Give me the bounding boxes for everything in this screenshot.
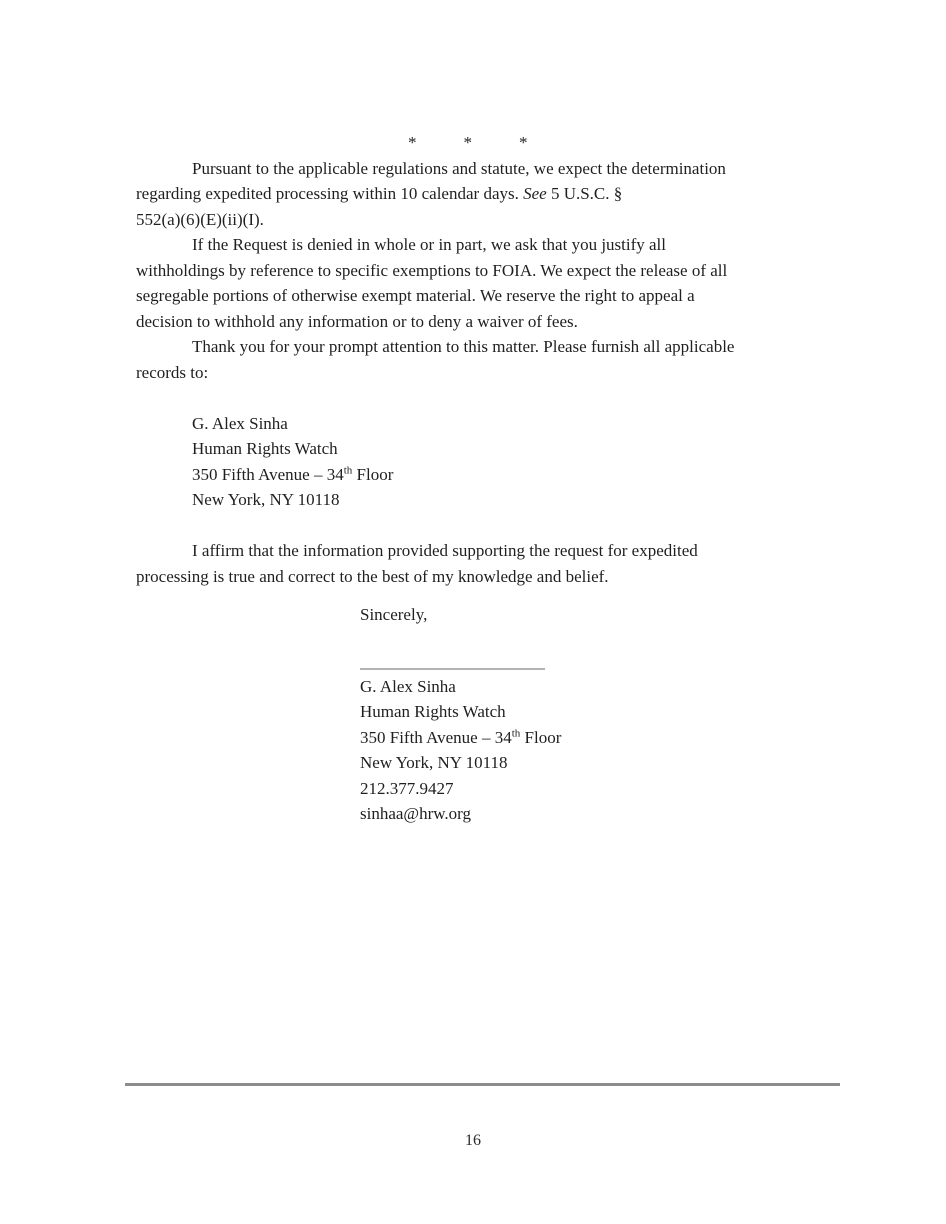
ordinal-superscript: th <box>511 726 521 739</box>
paragraph-line: withholdings by reference to specific exemptions to FOIA. We expect the release of all <box>136 260 728 280</box>
paragraph-line: If the Request is denied in whole or in part, we ask that you justify all <box>192 235 667 254</box>
ordinal-superscript: th <box>343 463 353 476</box>
section-separator-stars <box>408 130 826 156</box>
street-text: 350 Fifth Avenue – 34 <box>192 464 344 484</box>
page-number: 16 <box>465 1132 481 1149</box>
street-text: 350 Fifth Avenue – 34 <box>360 727 512 747</box>
closing-salutation: Sincerely, <box>360 605 428 624</box>
paragraph-expedited-processing <box>136 156 826 233</box>
separator-star: * <box>519 133 528 152</box>
recipient-organization: Human Rights Watch <box>192 439 338 458</box>
records-recipient-address <box>192 411 826 513</box>
paragraph-line: segregable portions of otherwise exempt material. We reserve the right to appeal a <box>136 286 695 305</box>
footer-divider-line <box>125 1083 840 1086</box>
separator-star: * <box>463 133 472 152</box>
signer-name: G. Alex Sinha <box>360 676 456 696</box>
citation-see-italic: See <box>523 184 547 203</box>
street-text-rest: Floor <box>520 727 562 747</box>
signer-city-line: New York, NY 10118 <box>360 753 508 772</box>
recipient-street <box>192 462 826 488</box>
signature-line <box>360 668 545 670</box>
paragraph-line: I affirm that the information provided supporting the request for expedited <box>192 541 698 560</box>
paragraph-thank-you <box>136 334 826 385</box>
street-text-rest: Floor <box>352 464 394 484</box>
paragraph-denial-justification <box>136 232 826 334</box>
paragraph-line: decision to withhold any information or to deny a waiver of fees. <box>136 311 578 331</box>
signer-street <box>360 725 826 751</box>
paragraph-line: Pursuant to the applicable regulations and statute, we expect the determination <box>192 158 726 178</box>
recipient-city-line: New York, NY 10118 <box>192 490 340 509</box>
statute-citation-continued: 552(a)(6)(E)(ii)(I). <box>136 209 264 229</box>
signer-organization: Human Rights Watch <box>360 702 506 721</box>
signer-phone: 212.377.9427 <box>360 778 454 798</box>
signature-block <box>360 674 826 827</box>
paragraph-line: regarding expedited processing within 10 calendar days. <box>136 184 524 203</box>
recipient-name: G. Alex Sinha <box>192 413 288 433</box>
separator-star: * <box>408 133 417 152</box>
signer-email: sinhaa@hrw.org <box>360 804 472 823</box>
paragraph-line: processing is true and correct to the best of my knowledge and belief. <box>136 566 609 586</box>
statute-citation: 5 U.S.C. § <box>546 184 623 203</box>
paragraph-affirmation <box>136 538 826 589</box>
paragraph-line: Thank you for your prompt attention to this matter. Please furnish all applicable <box>192 337 735 356</box>
paragraph-line: records to: <box>136 362 209 382</box>
letter-body <box>136 0 826 827</box>
